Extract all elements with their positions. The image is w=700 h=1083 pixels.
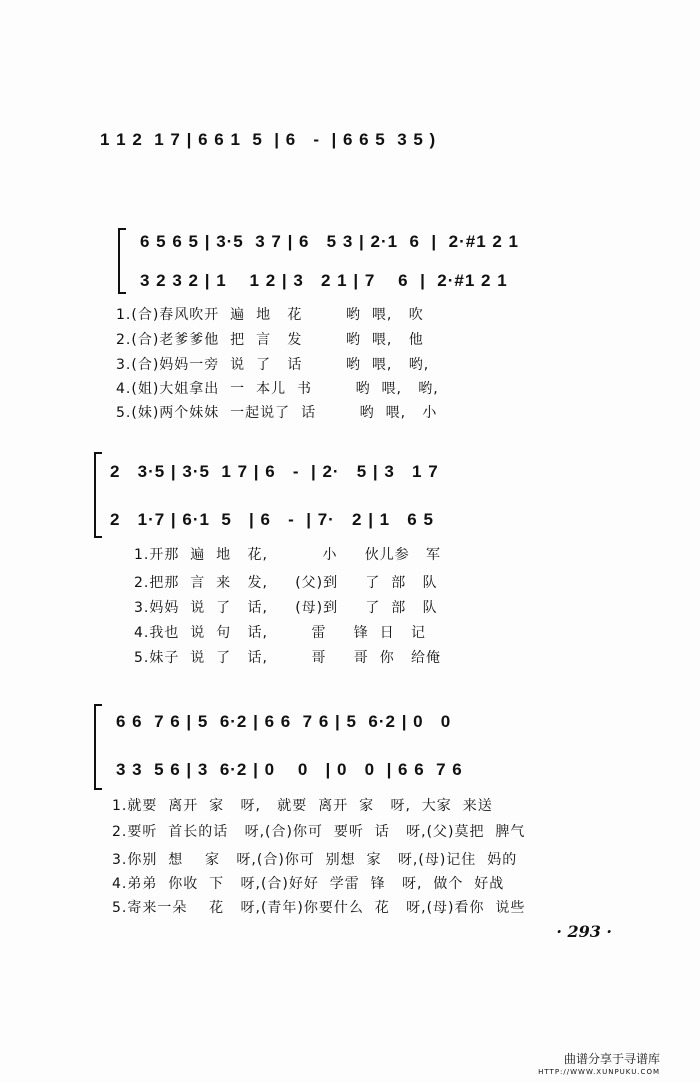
system2-lyric-3: 3.妈妈 说 了 话, (母)到 了 部 队	[134, 600, 438, 616]
system3-lyric-5: 5.寄来一朵 花 呀,(青年)你要什么 花 呀,(母)看你 说些	[112, 900, 526, 916]
system1-lyric-1: 1.(合)春风吹开 遍 地 花 哟 喂, 吹	[116, 307, 424, 323]
system2-lyric-2: 2.把那 言 来 发, (父)到 了 部 队	[134, 575, 438, 591]
system3-upper-staff: 6 6 7 6 | 5 6·2 | 6 6 7 6 | 5 6·2 | 0 0	[116, 712, 452, 731]
system1-upper-staff: 6 5 6 5 | 3·5 3 7 | 6 5 3 | 2·1 6 | 2·#1 2 1	[140, 232, 520, 251]
system3-lyric-2: 2.要听 首长的话 呀,(合)你可 要听 话 呀,(父)莫把 脾气	[112, 824, 526, 840]
system1-lyric-4: 4.(姐)大姐拿出 一 本儿 书 哟 喂, 哟,	[116, 381, 439, 397]
watermark-text: 曲谱分享于寻谱库	[563, 1052, 660, 1066]
system2-upper-staff: 2 3·5 | 3·5 1 7 | 6 - | 2· 5 | 3 1 7	[110, 462, 439, 481]
system1-lyric-2: 2.(合)老爹爹他 把 言 发 哟 喂, 他	[116, 332, 424, 348]
system3-lyric-3: 3.你别 想 家 呀,(合)你可 别想 家 呀,(母)记住 妈的	[112, 852, 518, 868]
system2-lyric-4: 4.我也 说 句 话, 雷 锋 日 记	[134, 625, 427, 641]
system1-brace	[118, 228, 126, 294]
system1-lower-staff: 3 2 3 2 | 1 1 2 | 3 2 1 | 7 6 | 2·#1 2 1	[140, 271, 508, 290]
system1-lyric-3: 3.(合)妈妈一旁 说 了 话 哟 喂, 哟,	[116, 357, 430, 373]
system3-lyric-4: 4.弟弟 你收 下 呀,(合)好好 学雷 锋 呀, 做个 好战	[112, 876, 505, 892]
system3-brace	[94, 704, 102, 790]
intro-notation: 1 1 2 1 7 | 6 6 1 5 | 6 - | 6 6 5 3 5 )	[100, 130, 437, 149]
system3-lower-staff: 3 3 5 6 | 3 6·2 | 0 0 | 0 0 | 6 6 7 6	[116, 760, 463, 779]
system1-lyric-5: 5.(妹)两个妹妹 一起说了 话 哟 喂, 小	[116, 405, 438, 421]
page-number: · 293 ·	[556, 922, 612, 941]
system2-brace	[94, 452, 102, 538]
system2-lyric-5: 5.妹子 说 了 话, 哥 哥 你 给俺	[134, 650, 442, 666]
system3-lyric-1: 1.就要 离开 家 呀, 就要 离开 家 呀, 大家 来送	[112, 798, 493, 814]
watermark-url: HTTP://WWW.XUNPUKU.COM	[538, 1068, 660, 1076]
system2-lower-staff: 2 1·7 | 6·1 5 | 6 - | 7· 2 | 1 6 5	[110, 510, 434, 529]
system2-lyric-1: 1.开那 遍 地 花, 小 伙儿参 军	[134, 547, 442, 563]
